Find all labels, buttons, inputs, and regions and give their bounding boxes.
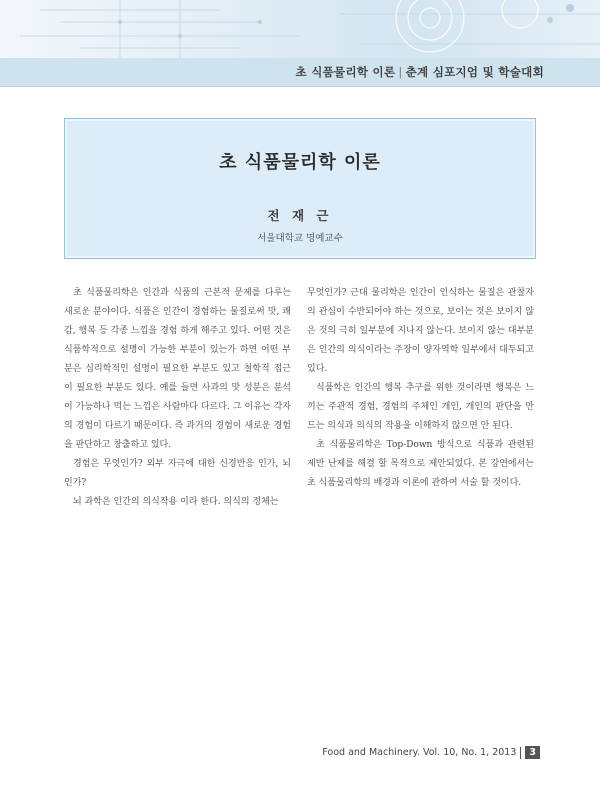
paragraph: 뇌 과학은 인간의 의식작용 이라 한다. 의식의 정체는 (73, 497, 279, 507)
body-column-right (307, 284, 534, 493)
footer-divider (520, 747, 521, 759)
header-separator: | (398, 65, 403, 79)
circuit-pattern-graphic (0, 0, 600, 58)
paragraph: 무엇인가? 근대 물리학은 인간이 인식하는 물질은 관찰자의 관심이 수반되어야 하는 것으로, 보이는 것은 보이지 않은 것의 극히 일부분에 지나지 않는다. 보이지 않는 대부분은 인간의 의식이라는 주장이 양자역학 일부에서 대두되고 있다. (307, 288, 534, 374)
paragraph: 초 식품물리학은 Top-Down 방식으로 식품과 관련된 제반 난제를 해결 할 목적으로 제안되었다. 본 강연에서는 초 식품물리학의 배경과 이론에 관하여 서술 할 것이다. (307, 440, 534, 488)
running-header (296, 64, 545, 80)
author-affiliation: 서울대학교 명예교수 (257, 233, 343, 244)
paragraph: 경험은 무엇인가? 외부 자극에 대한 신경반응 인가, 뇌인가? (64, 459, 291, 488)
page-number: 3 (525, 746, 540, 759)
header-banner (0, 0, 600, 58)
header-event: 춘계 심포지엄 및 학술대회 (405, 65, 544, 79)
header-section: 초 식품물리학 이론 (295, 65, 396, 79)
body-column-left (64, 284, 291, 512)
paper-title: 초 식품물리학 이론 (219, 152, 381, 173)
paragraph: 초 식품물리학은 인간과 식품의 근본적 문제를 다루는 새로운 분야이다. 식품은 인간이 경험하는 물질로써 맛, 쾌감, 행복 등 각종 느낌을 경험 하게 해주고 있다. 어떤 것은 식품학적으로 설명이 가능한 부분이 있는가 하면 어떤 부분은 심리학적인 설명이 필요한 부분도 있고 철학적 접근이 필요한 부분도 있다. 예를 들면 사과의 맛 성분은 분석이 가능하나 먹는 느낌은 사람마다 다르다. 그 이유는 각자의 경험이 다르기 때문이다. 즉 과거의 경험이 새로운 경험을 판단하고 창출하고 있다. (64, 288, 291, 450)
author-name: 전 재 근 (267, 208, 333, 223)
page-footer (322, 746, 540, 759)
journal-citation: Food and Machinery. Vol. 10, No. 1, 2013 (322, 747, 517, 758)
paragraph: 식품학은 인간의 행복 추구를 위한 것이라면 행복은 느끼는 주관적 경험, 경험의 주체인 개인, 개인의 판단을 만드는 의식과 의식의 작용을 이해하지 않으면 안 된다. (307, 383, 534, 431)
